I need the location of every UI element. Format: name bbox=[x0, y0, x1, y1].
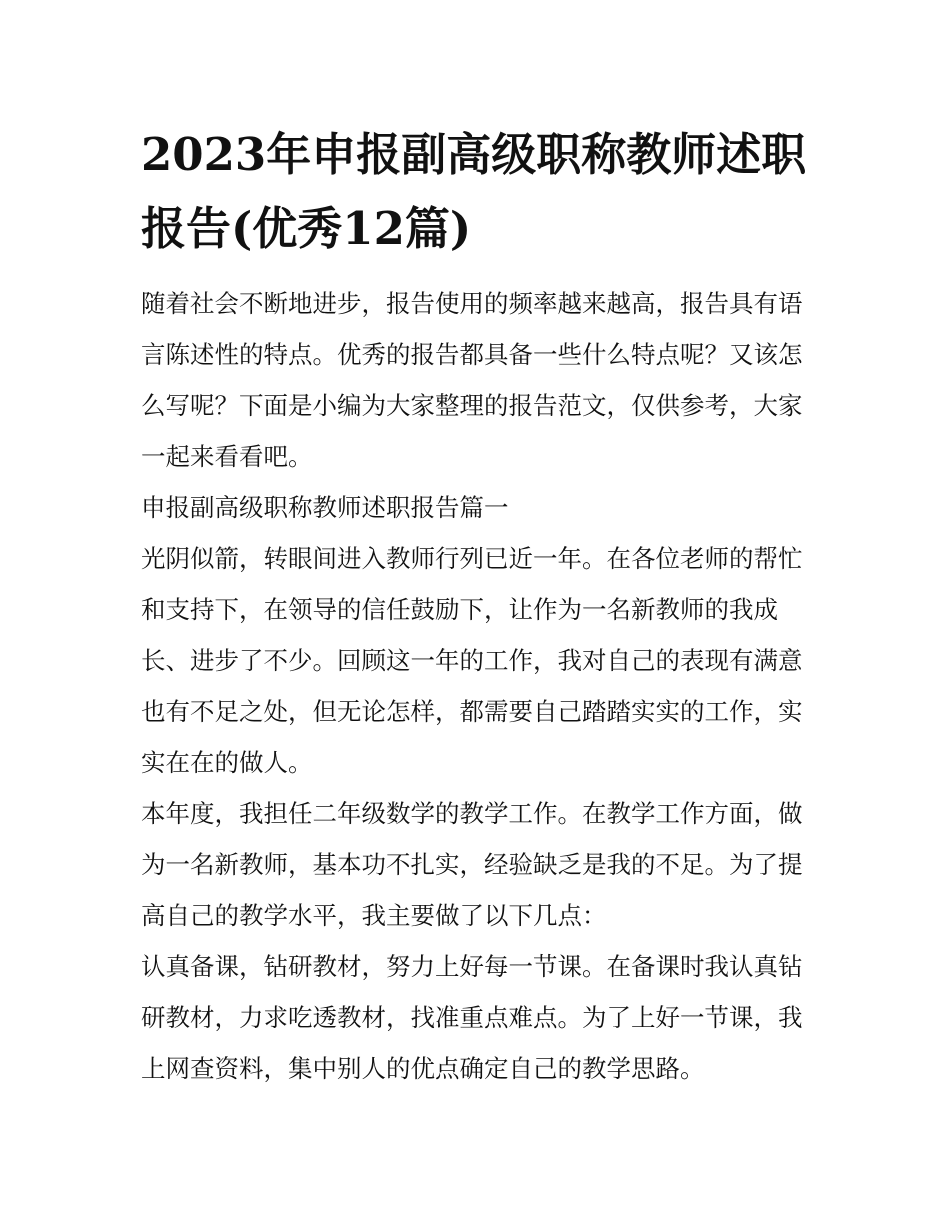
document-body bbox=[141, 118, 813, 1094]
document-title: 2023年申报副高级职称教师述职报告(优秀12篇) bbox=[141, 128, 807, 255]
body-paragraph: 光阴似箭，转眼间进入教师行列已近一年。在各位老师的帮忙和支持下，在领导的信任鼓励下，让作为一名新教师的我成长、进步了不少。回顾这一年的工作，我对自己的表现有满意也有不足之处，但无论怎样，都需要自己踏踏实实的工作，实实在在的做人。 bbox=[141, 544, 803, 777]
body-paragraph: 认真备课，钻研教材，努力上好每一节课。在备课时我认真钻研教材，力求吃透教材，找准重点难点。为了上好一节课，我上网查资料，集中别人的优点确定自己的教学思路。 bbox=[141, 952, 803, 1083]
body-paragraph: 本年度，我担任二年级数学的教学工作。在教学工作方面，做为一名新教师，基本功不扎实，经验缺乏是我的不足。为了提高自己的教学水平，我主要做了以下几点： bbox=[141, 799, 803, 930]
section-heading: 申报副高级职称教师述职报告篇一 bbox=[141, 493, 509, 522]
intro-paragraph: 随着社会不断地进步，报告使用的频率越来越高，报告具有语言陈述性的特点。优秀的报告都具备一些什么特点呢？又该怎么写呢？下面是小编为大家整理的报告范文，仅供参考，大家一起来看看吧。 bbox=[141, 289, 803, 471]
